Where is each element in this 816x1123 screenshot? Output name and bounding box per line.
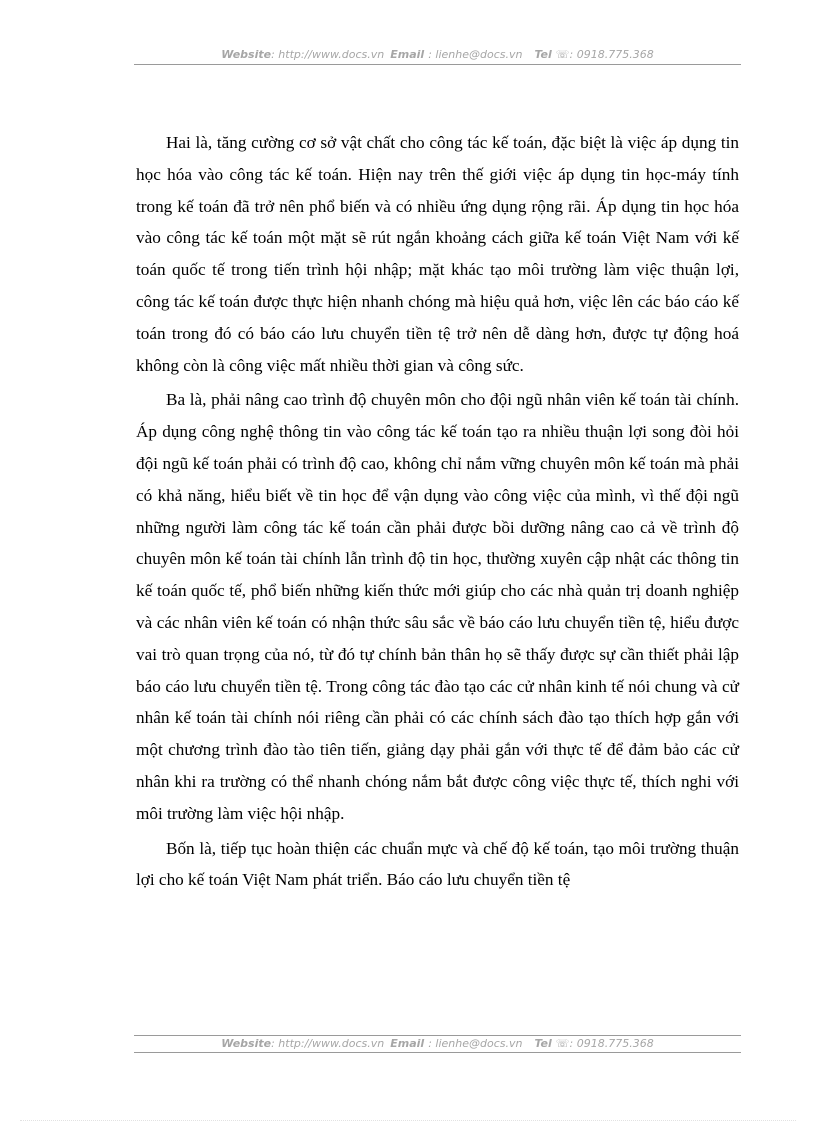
footer-website-value: : http://www.docs.vn (271, 1037, 385, 1050)
header-tel-value: : 0918.775.368 (569, 48, 654, 61)
footer-tel-value: : 0918.775.368 (569, 1037, 654, 1050)
page-header (134, 48, 741, 65)
phone-icon: ☏ (555, 1037, 570, 1050)
phone-icon: ☏ (555, 48, 570, 61)
page-edge-divider (20, 1120, 796, 1121)
footer-email-value: : lienhe@docs.vn (428, 1037, 523, 1050)
header-website-value: : http://www.docs.vn (271, 48, 385, 61)
page-footer (134, 1035, 741, 1050)
header-tel-label: Tel (534, 48, 552, 61)
header-website-label: Website (221, 48, 272, 61)
paragraph-2: Ba là, phải nâng cao trình độ chuyên môn cho đội ngũ nhân viên kế toán tài chính. Áp dụng công nghệ thông tin vào công tác kế toán tạo ra nhiều thuận lợi song đòi hỏi đội ngũ kế toán phải có trình độ cao, không chỉ nắm vững chuyên môn kế toán mà phải có khả năng, hiểu biết về tin học để vận dụng vào công việc của mình, vì thế đội ngũ những người làm công tác kế toán cần phải được bồi dưỡng nâng cao cả về trình độ chuyên môn kế toán tài chính lẫn trình độ tin học, thường xuyên cập nhật các thông tin kế toán quốc tế, phổ biến những kiến thức mới giúp cho các nhà quản trị doanh nghiệp và các nhân viên kế toán có nhận thức sâu sắc về báo cáo lưu chuyển tiền tệ, hiểu được vai trò quan trọng của nó, từ đó tự chính bản thân họ sẽ thấy được sự cần thiết phải lập báo cáo lưu chuyển tiền tệ. Trong công tác đào tạo các cử nhân kinh tế nói chung và cử nhân kế toán tài chính nói riêng cần phải có các chính sách đào tạo thích hợp gắn với một chương trình đào tào tiên tiến, giảng dạy phải gắn với thực tế để đảm bảo các cử nhân khi ra trường có thể nhanh chóng nắm bắt được công việc thực tế, thích nghi với môi trường làm việc hội nhập. (136, 390, 739, 823)
footer-email-label: Email (390, 1037, 425, 1050)
paragraph-1: Hai là, tăng cường cơ sở vật chất cho công tác kế toán, đặc biệt là việc áp dụng tin học hóa vào công tác kế toán. Hiện nay trên thế giới việc áp dụng tin học-máy tính trong kế toán đã trở nên phổ biến và có nhiều ứng dụng rộng rãi. Áp dụng tin học hóa vào công tác kế toán một mặt sẽ rút ngắn khoảng cách giữa kế toán Việt Nam với kế toán quốc tế trong tiến trình hội nhập; mặt khác tạo môi trường làm việc thuận lợi, công tác kế toán được thực hiện nhanh chóng mà hiệu quả hơn, việc lên các báo cáo kế toán trong đó có báo cáo lưu chuyển tiền tệ trở nên dễ dàng hơn, được tự động hoá không còn là công việc mất nhiều thời gian và công sức. (136, 133, 739, 375)
footer-tel-label: Tel (534, 1037, 552, 1050)
header-email-label: Email (390, 48, 425, 61)
header-email-value: : lienhe@docs.vn (428, 48, 523, 61)
paragraph-3: Bốn là, tiếp tục hoàn thiện các chuẩn mực và chế độ kế toán, tạo môi trường thuận lợi cho kế toán Việt Nam phát triển. Báo cáo lưu chuyển tiền tệ (136, 838, 739, 890)
document-body (136, 127, 739, 899)
footer-website-label: Website (221, 1037, 272, 1050)
footer-rule (134, 1052, 741, 1053)
